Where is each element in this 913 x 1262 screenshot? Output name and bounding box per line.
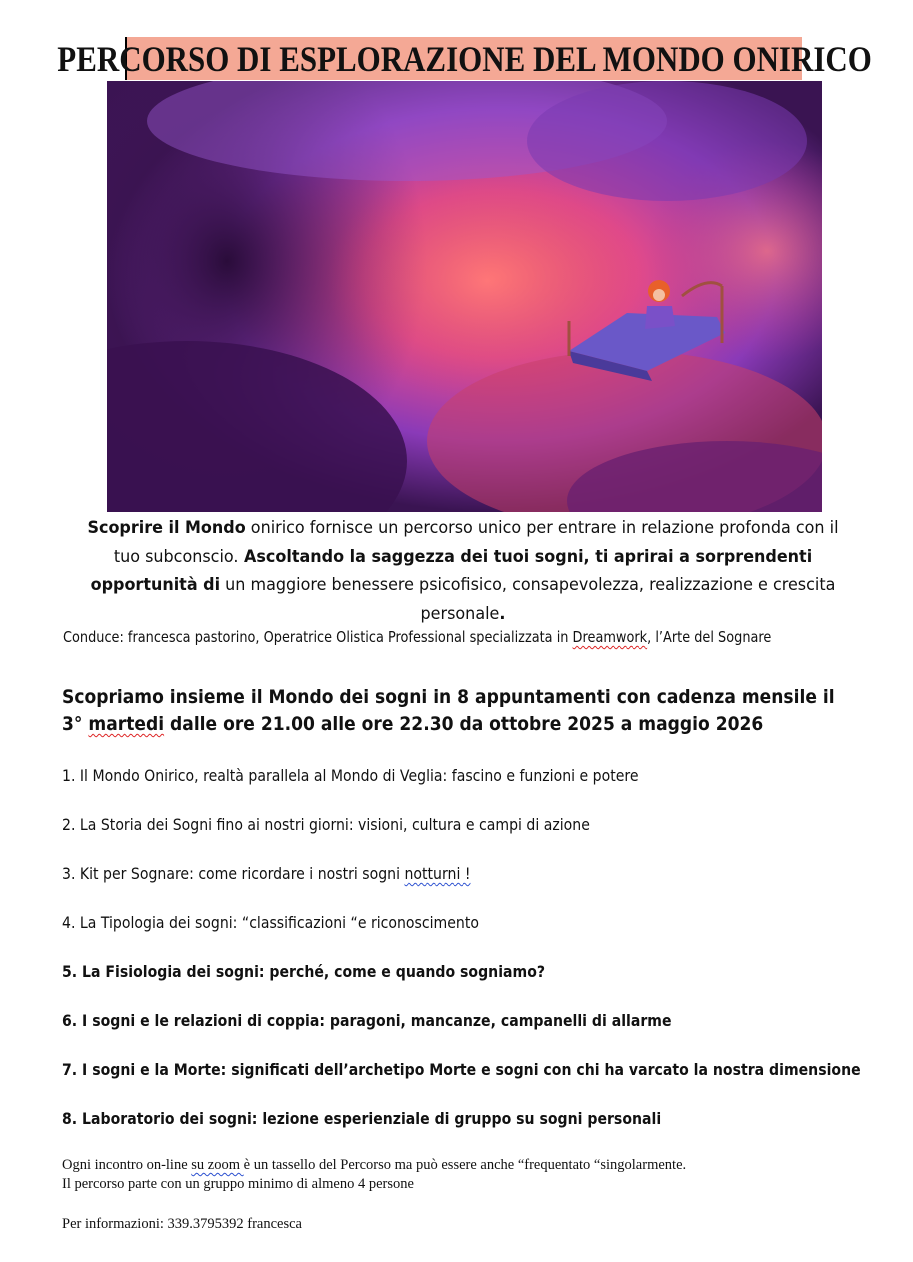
list-item: 1. Il Mondo Onirico, realtà parallela al Mondo di Veglia: fascino e funzioni e potere <box>62 766 639 785</box>
list-item: 7. I sogni e la Morte: significati dell’archetipo Morte e sogni con chi ha varcato la nostra dimensione <box>62 1060 861 1079</box>
intro-end: . <box>499 603 506 624</box>
schedule-heading <box>62 684 854 738</box>
list-item: 8. Laboratorio dei sogni: lezione esperienziale di gruppo su sogni personali <box>62 1109 662 1128</box>
facilitator-line <box>63 628 771 646</box>
schedule-day: martedi <box>88 713 165 735</box>
page-title: PERCORSO DI ESPLORAZIONE DEL MONDO ONIRICO <box>57 38 872 79</box>
page-title-banner <box>57 37 872 80</box>
list-item: 4. La Tipologia dei sogni: “classificazioni “e riconoscimento <box>62 913 479 932</box>
session-list <box>62 764 913 1156</box>
notes <box>62 1156 686 1194</box>
intro-bold-1: Scoprire il Mondo <box>87 518 246 538</box>
notes-b: è un tassello del Percorso ma può essere anche “frequentato “singolarmente. <box>243 1157 687 1173</box>
intro-text-2: un maggiore benessere psicofisico, consapevolezza, realizzazione e crescita personale <box>220 575 836 624</box>
facilitator-prefix: Conduce: francesca pastorino, Operatrice Olistica Professional specializzata in <box>63 628 573 646</box>
notes-line-1 <box>62 1156 686 1175</box>
notes-a: Ogni incontro on-line <box>62 1157 192 1173</box>
intro-paragraph <box>77 514 850 628</box>
schedule-part1: Scopriamo insieme il Mondo dei sogni in 8 appuntamenti con cadenza mensile il 3° <box>62 686 835 735</box>
list-item <box>62 862 861 911</box>
schedule-part2: dalle ore 21.00 alle ore 22.30 da ottobre 2025 a maggio 2026 <box>164 713 764 735</box>
list-item: 6. I sogni e le relazioni di coppia: paragoni, mancanze, campanelli di allarme <box>62 1011 672 1030</box>
item3-marked: notturni ! <box>404 864 471 883</box>
item3-text: 3. Kit per Sognare: come ricordare i nostri sogni <box>62 864 405 883</box>
facilitator-dreamwork: Dreamwork <box>572 628 648 646</box>
dream-illustration <box>107 81 822 512</box>
list-item: 5. La Fisiologia dei sogni: perché, come e quando sogniamo? <box>62 962 546 981</box>
intro-text-1: onirico fornisce un percorso unico per entrare in relazione profonda con il tuo subconscio. <box>113 518 839 567</box>
notes-zoom: su zoom <box>191 1157 244 1173</box>
facilitator-suffix: , l’Arte del Sognare <box>647 628 772 646</box>
intro-bold-2: Ascoltando la saggezza dei tuoi sogni, ti aprirai a sorprendenti opportunità di <box>90 546 813 595</box>
list-item: 2. La Storia dei Sogni fino ai nostri giorni: visioni, cultura e campi di azione <box>62 815 590 834</box>
contact-info: Per informazioni: 339.3795392 francesca <box>62 1216 302 1232</box>
notes-line-2: Il percorso parte con un gruppo minimo di almeno 4 persone <box>62 1176 414 1192</box>
